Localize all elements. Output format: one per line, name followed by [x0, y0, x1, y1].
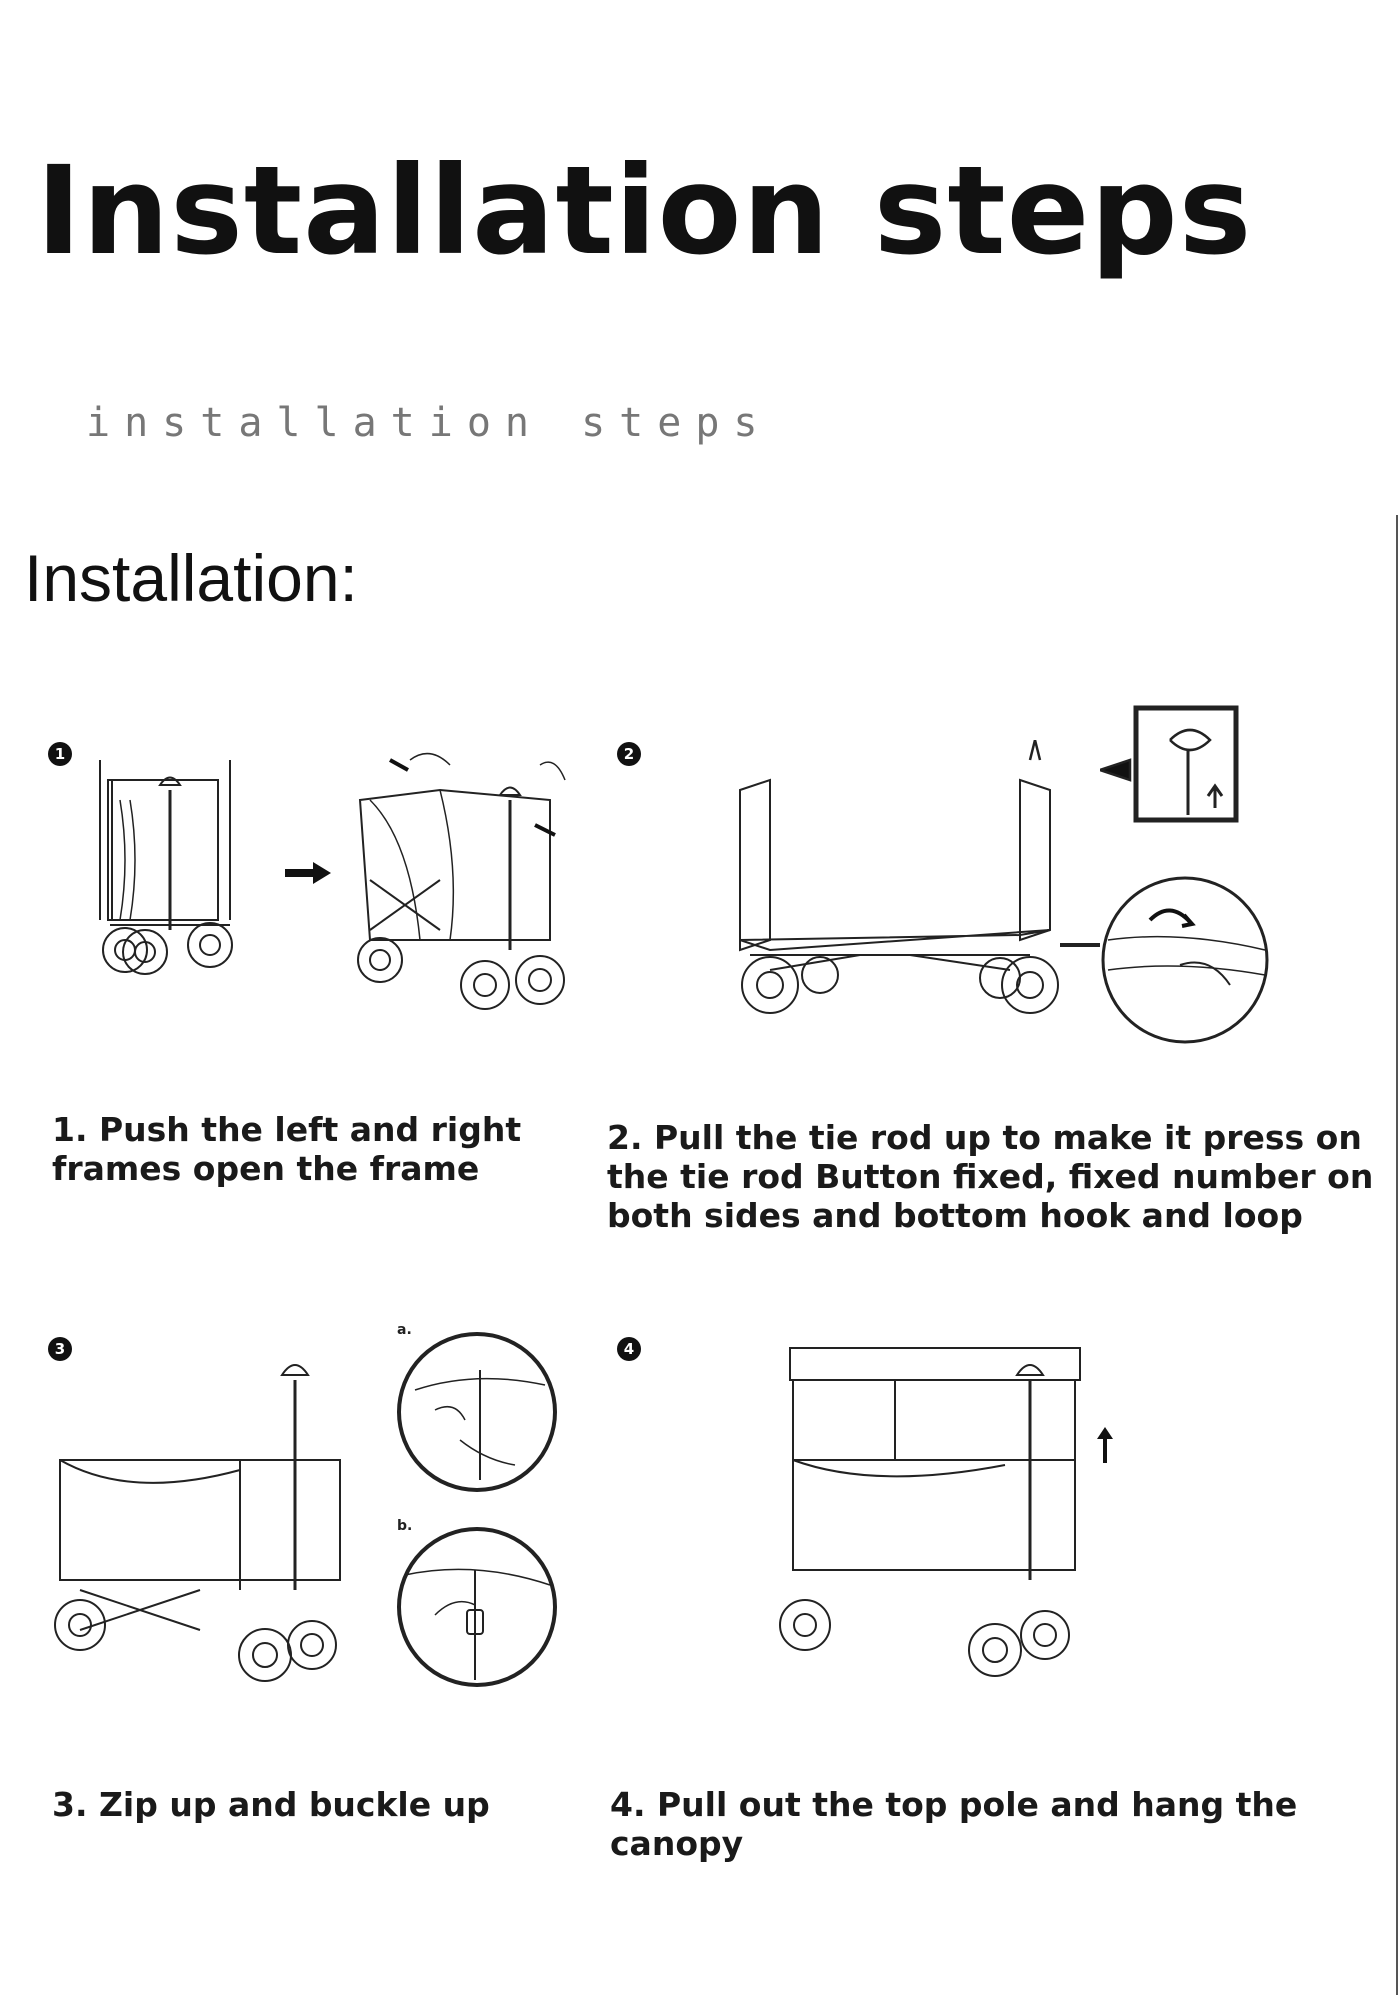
- detail-b-label: b.: [397, 1518, 413, 1534]
- step-2-wagon-frame-illustration: [730, 740, 1080, 1030]
- page-title: Installation steps: [36, 140, 1253, 282]
- hook-and-loop-detail-illustration: [1060, 860, 1280, 1060]
- step-4-badge: 4: [617, 1337, 641, 1361]
- step-2-caption: 2. Pull the tie rod up to make it press on the tie rod Button fixed, fixed number on both sides and bottom hook and loop: [607, 1118, 1374, 1235]
- right-arrow-icon: [283, 860, 333, 886]
- step-1-opening-wagon-illustration: [350, 740, 575, 1020]
- step-4-caption: 4. Pull out the top pole and hang the canopy: [610, 1785, 1298, 1863]
- step-3-wagon-illustration: [50, 1360, 350, 1690]
- edge-divider: [1396, 515, 1398, 1995]
- step-3-caption: 3. Zip up and buckle up: [52, 1785, 490, 1824]
- section-label: Installation:: [24, 541, 358, 615]
- page-subtitle: installation steps: [86, 400, 772, 446]
- zip-detail-illustration: [395, 1330, 560, 1495]
- detail-a-label: a.: [397, 1322, 412, 1338]
- step-1-folded-wagon-illustration: [90, 740, 250, 990]
- step-2-badge: 2: [617, 742, 641, 766]
- buckle-detail-illustration: [395, 1525, 560, 1690]
- up-arrow-icon: [1095, 1425, 1115, 1465]
- tie-rod-button-detail-illustration: [1100, 700, 1240, 830]
- step-1-badge: 1: [48, 742, 72, 766]
- step-3-badge: 3: [48, 1337, 72, 1361]
- step-1-caption: 1. Push the left and right frames open the frame: [52, 1110, 522, 1188]
- step-4-wagon-with-canopy-illustration: [775, 1340, 1095, 1680]
